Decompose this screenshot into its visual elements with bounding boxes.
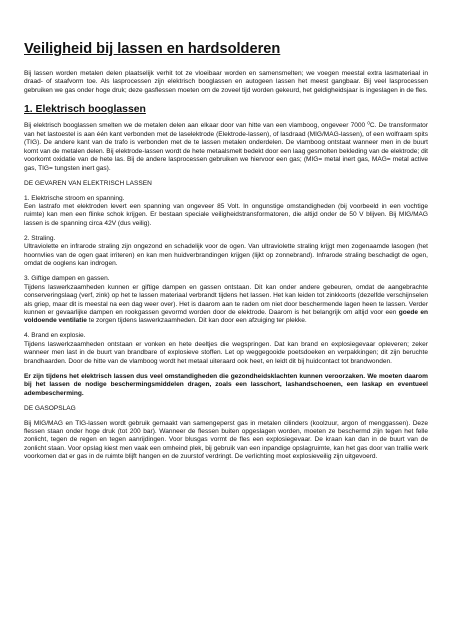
gas-storage-paragraph: Bij MIG/MAG en TIG-lassen wordt gebruik gemaakt van samengeperst gas in metalen cilinders (koolzuur, argon of menggassen). Deze flessen staan onder hoge druk (tot 200 bar). Wanneer de flessen buiten opgeslagen worden, moeten ze beschermd zijn tegen het felle zonlicht, tegen de regen en tegen aanrijdingen. Voor blusgas vormt de fles een explosiegevaar. De kraan kan dan in de buurt van de zonlicht staan. Voor opslag kiest men vaak een omheind plek, bij gebruik van een inpandige opslagruimte, kan het gas door van trallie werk voorkomen dat er gas in de ruimte blijft hangen en de zuurstof verdringt. De verlichting moet explosieveilig zijn uitgevoerd. <box>24 419 428 461</box>
hazard-text: Tijdens laswerkzaamheden ontstaan er vonken en hete deeltjes die wegspringen. Dat kan brand en explosiegevaar opleveren; zeker wanneer men last in de buurt van brandbare of explosieve stoffen. Let op weggegooide poetsdoeken en verpakkingen; dit zijn beruchte brandhaarden. Door de hitte van de vlamboog wordt het metaal uiteraard ook heet, en leidt dit bij huidcontact tot brandwonden. <box>24 340 428 365</box>
subheading-dangers: DE GEVAREN VAN ELEKTRISCH LASSEN <box>24 179 152 187</box>
hazard-text: Tijdens laswerkzaamheden kunnen er giftige dampen en gassen ontstaan. Dit kan onder andere gebeuren, omdat de aangebrachte conserveringslaag (verf, zink) op het te lassen materiaal verbrandt tijdens het lassen. Het kan leiden tot zinkkoorts (dezelfde verschijnselen als griep, maar dit is meestal na een dag weer over). Het is daarom aan te raden om niet door beschermende lagen heen te lassen. Verder kunnen er gevaarlijke dampen en rookgassen gevormd worden door de elektrode. Daarom is het belangrijk om altijd voor een <box>24 283 428 316</box>
emphasis-ventilation: goede en voldoende ventilatie <box>24 308 428 325</box>
paragraph-text: C. De transformator van het lastoestel is aan één kant verbonden met de laselektrode (Elektrode-lassen), of lasdraad (MIG/MAG-lassen), of een wolfraam spits (TIG). De andere kant van de trafo is verbonden met de te lassen metalen onderdelen. De vlamboog ontstaat wanneer men in de buurt komt van de metalen delen. Bij elektrode-lassen wordt de hete metaalsmelt bedekt door een laag gesmolten bekleding van de elektrode; dit voorkomt oxidatie van de hete las. Bij de andere lasprocessen gebruiken we hiervoor een gas; (MIG= metal inert gas, MAG= metal active gas, TIG= tungsten inert gas). <box>24 122 428 172</box>
warning-paragraph <box>24 373 428 398</box>
hazard-item-fire <box>24 332 428 366</box>
section-heading: 1. Elektrisch booglassen <box>24 104 146 116</box>
degree-superscript: 0 <box>367 120 370 126</box>
hazard-title: 1. Elektrische stroom en spanning. <box>24 194 125 202</box>
document-page <box>24 40 428 468</box>
paragraph-text: Bij elektrisch booglassen smelten we de metalen delen aan elkaar door van hitte van een vlamboog, ongeveer 7000 <box>24 122 368 130</box>
document-title: Veiligheid bij lassen en hardsolderen <box>24 41 281 57</box>
hazard-text: Een lastrafo met elektroden levert een spanning van ongeveer 85 Volt. In ongunstige omstandigheden (bij voorbeeld in een vochtige ruimte) kan men een flinke schok krijgen. Er bestaan speciale veiligheidstransformatoren, die altijd onder de 50 V blijven. Bij MIG/MAG lassen is de spanning circa 42V (dus veilig). <box>24 202 428 227</box>
intro-paragraph: Bij lassen worden metalen delen plaatselijk verhit tot ze vloeibaar worden en samensmelten; we voegen meestal extra lasmateriaal in draad- of staafvorm toe. Als lasprocessen zijn elektrisch booglassen en autogeen lassen het meest gangbaar. Bij veel lasprocessen gebruiken we gas onder hoge druk; deze gasflessen moeten om de zoveel tijd worden gekeurd, het geldigheidsjaar is ingeslagen in de fles. <box>24 70 428 94</box>
warning-text: Er zijn tijdens het elektrisch lassen dus veel omstandigheden die gezondheidsklachten kunnen veroorzaken. We moeten daarom bij het lassen de nodige beschermingsmiddelen dragen, zoals een lasschort, lashandschoenen, een laskap en eventueel adembescherming. <box>24 372 428 397</box>
subheading-gas-storage: DE GASOPSLAG <box>24 404 76 412</box>
hazard-title: 4. Brand en explosie. <box>24 332 86 340</box>
hazard-title: 3. Giftige dampen en gassen. <box>24 275 110 283</box>
hazard-text: Ultraviolette en infrarode straling zijn ongezond en schadelijk voor de ogen. Van ultraviolette straling krijgt men zogenaamde lasogen (het hoornvlies van de ogen gaat irriteren) en kan men huidverbrandingen krijgen (lijkt op zonnebrand). Infrarode straling beschadigt de ogen, omdat de ooglens kan indrogen. <box>24 243 428 268</box>
hazard-item-radiation <box>24 235 428 269</box>
hazard-text: te zorgen tijdens laswerkzaamheden. Dit kan door een afzuiging ter plekke. <box>86 317 307 325</box>
section-paragraph <box>24 122 428 173</box>
hazard-title: 2. Straling. <box>24 234 56 242</box>
hazard-item-fumes <box>24 275 428 326</box>
hazard-item-electric <box>24 195 428 229</box>
